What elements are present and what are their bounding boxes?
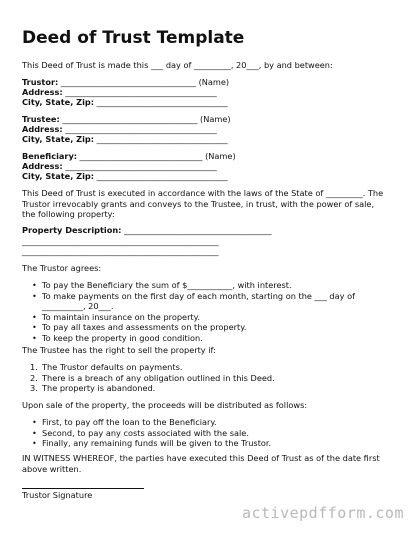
- beneficiary-address-line: _____________________________________: [62, 161, 217, 171]
- list-item: • First, to pay off the loan to the Beneficiary.: [32, 417, 217, 427]
- property-description-line: ____________________________________: [121, 225, 272, 235]
- list-item: 3. The property is abandoned.: [30, 383, 156, 393]
- trustor-name-line: _________________________________ (Name): [58, 77, 230, 87]
- trustor-csz-line: ________________________________: [94, 97, 228, 107]
- bullet-icon: •: [32, 332, 37, 343]
- list-number: 1.: [30, 362, 38, 372]
- signature-line: [22, 488, 144, 489]
- trustee-address-line: _____________________________________: [62, 124, 217, 134]
- list-item: • Finally, any remaining funds will be given to the Trustor.: [32, 438, 272, 448]
- watermark-footer: activepdfform.com: [241, 504, 404, 522]
- beneficiary-csz-label: City, State, Zip:: [22, 171, 95, 181]
- trustor-address-label: Address:: [22, 87, 63, 97]
- trustor-csz-label: City, State, Zip:: [22, 97, 95, 107]
- intro-text: This Deed of Trust is made this ___ day of _________, 20___, by and between:: [22, 60, 333, 70]
- list-item: • To make payments on the first day of each month, starting on the ___ day of __________, 20___.: [32, 290, 355, 311]
- trustor-agrees-heading: The Trustor agrees:: [22, 263, 102, 273]
- signature-label: Trustor Signature: [22, 490, 93, 500]
- bullet-icon: •: [32, 322, 37, 332]
- bullet-icon: •: [32, 311, 37, 322]
- trustee-label: Trustee:: [22, 114, 60, 124]
- property-description-row: [22, 225, 271, 236]
- sale-paragraph: Upon sale of the property, the proceeds will be distributed as follows:: [22, 400, 308, 410]
- property-line-3: ________________________________________________: [22, 246, 219, 256]
- beneficiary-name-line: ______________________________ (Name): [77, 151, 236, 161]
- trustee-name-line: _________________________________ (Name): [59, 114, 231, 124]
- list-item: • To keep the property in good condition.: [32, 332, 203, 343]
- list-number: 3.: [30, 383, 38, 393]
- bullet-icon: •: [32, 417, 37, 427]
- witness-paragraph: IN WITNESS WHEREOF, the parties have executed this Deed of Trust as of the date first above written.: [22, 453, 380, 474]
- trustee-csz-line: ________________________________: [94, 134, 228, 144]
- trustor-csz-row: [22, 97, 228, 108]
- list-item: • Second, to pay any costs associated with the sale.: [32, 427, 249, 438]
- bullet-icon: •: [32, 427, 37, 438]
- trustee-right-heading: The Trustee has the right to sell the property if:: [22, 345, 216, 355]
- trustee-csz-row: [22, 134, 228, 145]
- trustor-name-row: [22, 77, 229, 88]
- property-description-label: Property Description:: [22, 225, 122, 235]
- list-item: 1. The Trustor defaults on payments.: [30, 362, 183, 372]
- executed-paragraph: This Deed of Trust is executed in accordance with the laws of the State of _________. The Trustor irrevocably grants and conveys to the Trustee, in trust, with the power of sale, the following property:: [22, 188, 384, 219]
- trustor-address-row: [22, 87, 217, 98]
- list-item: • To pay the Beneficiary the sum of $___________, with interest.: [32, 280, 292, 290]
- list-item: • To pay all taxes and assessments on the property.: [32, 322, 247, 332]
- bullet-icon: •: [32, 290, 37, 301]
- beneficiary-csz-line: ________________________________: [94, 171, 228, 181]
- agreements-list: [22, 280, 370, 343]
- beneficiary-address-row: [22, 161, 217, 172]
- list-item: 2. There is a breach of any obligation outlined in this Deed.: [30, 372, 275, 383]
- trustee-address-label: Address:: [22, 124, 63, 134]
- trustor-label: Trustor:: [22, 77, 59, 87]
- list-item: • To maintain insurance on the property.: [32, 311, 200, 322]
- beneficiary-name-row: [22, 151, 236, 162]
- list-number: 2.: [30, 372, 38, 383]
- trustee-address-row: [22, 124, 217, 135]
- trustor-address-line: _____________________________________: [62, 87, 217, 97]
- trustee-csz-label: City, State, Zip:: [22, 134, 95, 144]
- bullet-icon: •: [32, 280, 37, 290]
- beneficiary-address-label: Address:: [22, 161, 63, 171]
- property-line-2: ________________________________________________: [22, 236, 219, 246]
- conditions-list: [22, 362, 275, 394]
- beneficiary-csz-row: [22, 171, 228, 182]
- page-title: Deed of Trust Template: [22, 28, 245, 48]
- beneficiary-label: Beneficiary:: [22, 151, 78, 161]
- bullet-icon: •: [32, 438, 37, 448]
- trustee-name-row: [22, 114, 231, 125]
- distribution-list: [22, 417, 271, 449]
